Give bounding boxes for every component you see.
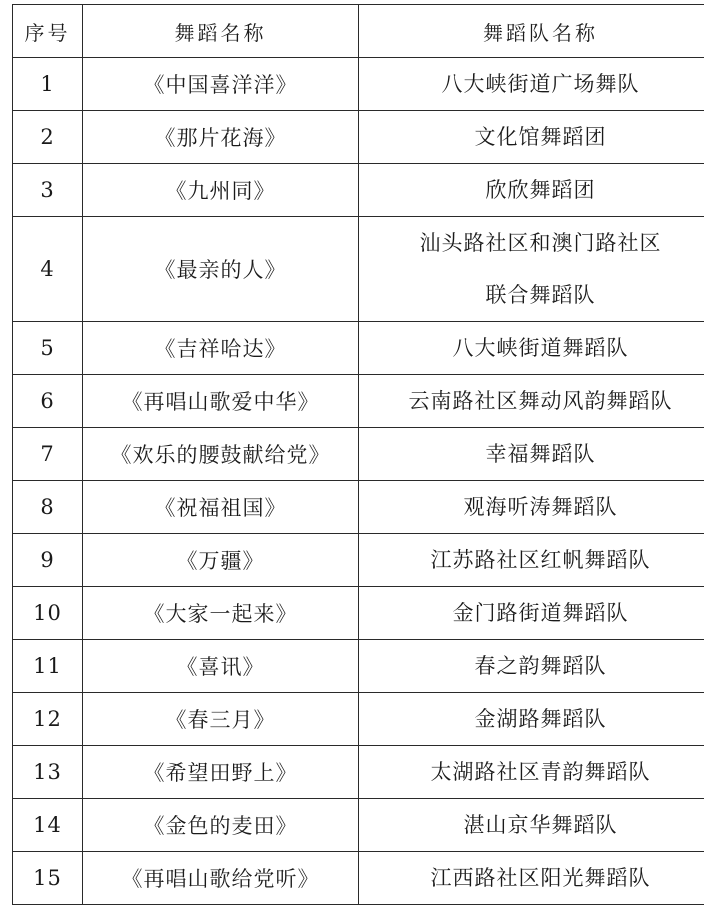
- row-dance-name: 《欢乐的腰鼓献给党》: [83, 428, 359, 481]
- table-row: [13, 693, 704, 746]
- row-dance-name: 《那片花海》: [83, 111, 359, 164]
- row-dance-name: 《希望田野上》: [83, 746, 359, 799]
- team-name-line: 湛山京华舞蹈队: [359, 799, 704, 851]
- table-row: [13, 852, 704, 905]
- row-dance-name: 《再唱山歌给党听》: [83, 852, 359, 905]
- row-dance-name: 《吉祥哈达》: [83, 322, 359, 375]
- table-row: [13, 111, 704, 164]
- row-dance-name: 《最亲的人》: [83, 217, 359, 322]
- table-row: [13, 746, 704, 799]
- team-name-line: 江西路社区阳光舞蹈队: [359, 852, 704, 904]
- row-serial-number: 12: [13, 693, 83, 746]
- team-name-line: 幸福舞蹈队: [359, 428, 704, 480]
- team-name-line: 春之韵舞蹈队: [359, 640, 704, 692]
- row-team-name: [359, 322, 704, 375]
- row-team-name: [359, 428, 704, 481]
- row-team-name: [359, 111, 704, 164]
- row-dance-name: 《大家一起来》: [83, 587, 359, 640]
- table-row: [13, 375, 704, 428]
- row-dance-name: 《金色的麦田》: [83, 799, 359, 852]
- row-team-name: [359, 164, 704, 217]
- row-serial-number: 15: [13, 852, 83, 905]
- row-serial-number: 9: [13, 534, 83, 587]
- row-team-name: [359, 534, 704, 587]
- row-serial-number: 10: [13, 587, 83, 640]
- row-team-name: [359, 799, 704, 852]
- row-serial-number: 8: [13, 481, 83, 534]
- row-dance-name: 《春三月》: [83, 693, 359, 746]
- dance-program-table: [12, 4, 704, 905]
- row-team-name: [359, 217, 704, 322]
- row-team-name: [359, 481, 704, 534]
- table-row: [13, 640, 704, 693]
- row-team-name: [359, 693, 704, 746]
- header-serial-number: 序号: [13, 5, 83, 58]
- row-dance-name: 《中国喜洋洋》: [83, 58, 359, 111]
- team-name-line: 观海听涛舞蹈队: [359, 481, 704, 533]
- team-name-line: 八大峡街道舞蹈队: [359, 322, 704, 374]
- table-row: [13, 428, 704, 481]
- team-name-line: 八大峡街道广场舞队: [359, 58, 704, 110]
- row-serial-number: 4: [13, 217, 83, 322]
- table-row: [13, 481, 704, 534]
- team-name-line: 汕头路社区和澳门路社区: [359, 217, 704, 269]
- row-dance-name: 《九州同》: [83, 164, 359, 217]
- row-serial-number: 6: [13, 375, 83, 428]
- table-row: [13, 799, 704, 852]
- row-serial-number: 13: [13, 746, 83, 799]
- table-row: [13, 217, 704, 322]
- row-dance-name: 《祝福祖国》: [83, 481, 359, 534]
- header-team-name: 舞蹈队名称: [359, 5, 704, 58]
- row-team-name: [359, 58, 704, 111]
- row-dance-name: 《再唱山歌爱中华》: [83, 375, 359, 428]
- team-name-line: 文化馆舞蹈团: [359, 111, 704, 163]
- row-serial-number: 2: [13, 111, 83, 164]
- team-name-line: 联合舞蹈队: [359, 269, 704, 321]
- table-row: [13, 58, 704, 111]
- team-name-line: 云南路社区舞动风韵舞蹈队: [359, 375, 704, 427]
- row-team-name: [359, 746, 704, 799]
- row-serial-number: 11: [13, 640, 83, 693]
- row-dance-name: 《万疆》: [83, 534, 359, 587]
- row-dance-name: 《喜讯》: [83, 640, 359, 693]
- team-name-line: 欣欣舞蹈团: [359, 164, 704, 216]
- team-name-line: 太湖路社区青韵舞蹈队: [359, 746, 704, 798]
- table-row: [13, 322, 704, 375]
- row-serial-number: 1: [13, 58, 83, 111]
- table-row: [13, 534, 704, 587]
- row-team-name: [359, 640, 704, 693]
- table-body: [13, 58, 704, 905]
- table-row: [13, 587, 704, 640]
- table-row: [13, 164, 704, 217]
- team-name-line: 金湖路舞蹈队: [359, 693, 704, 745]
- team-name-line: 金门路街道舞蹈队: [359, 587, 704, 639]
- row-serial-number: 7: [13, 428, 83, 481]
- row-serial-number: 14: [13, 799, 83, 852]
- row-team-name: [359, 375, 704, 428]
- header-dance-name: 舞蹈名称: [83, 5, 359, 58]
- row-serial-number: 3: [13, 164, 83, 217]
- team-name-line: 江苏路社区红帆舞蹈队: [359, 534, 704, 586]
- row-team-name: [359, 587, 704, 640]
- row-serial-number: 5: [13, 322, 83, 375]
- row-team-name: [359, 852, 704, 905]
- table-header-row: [13, 5, 704, 58]
